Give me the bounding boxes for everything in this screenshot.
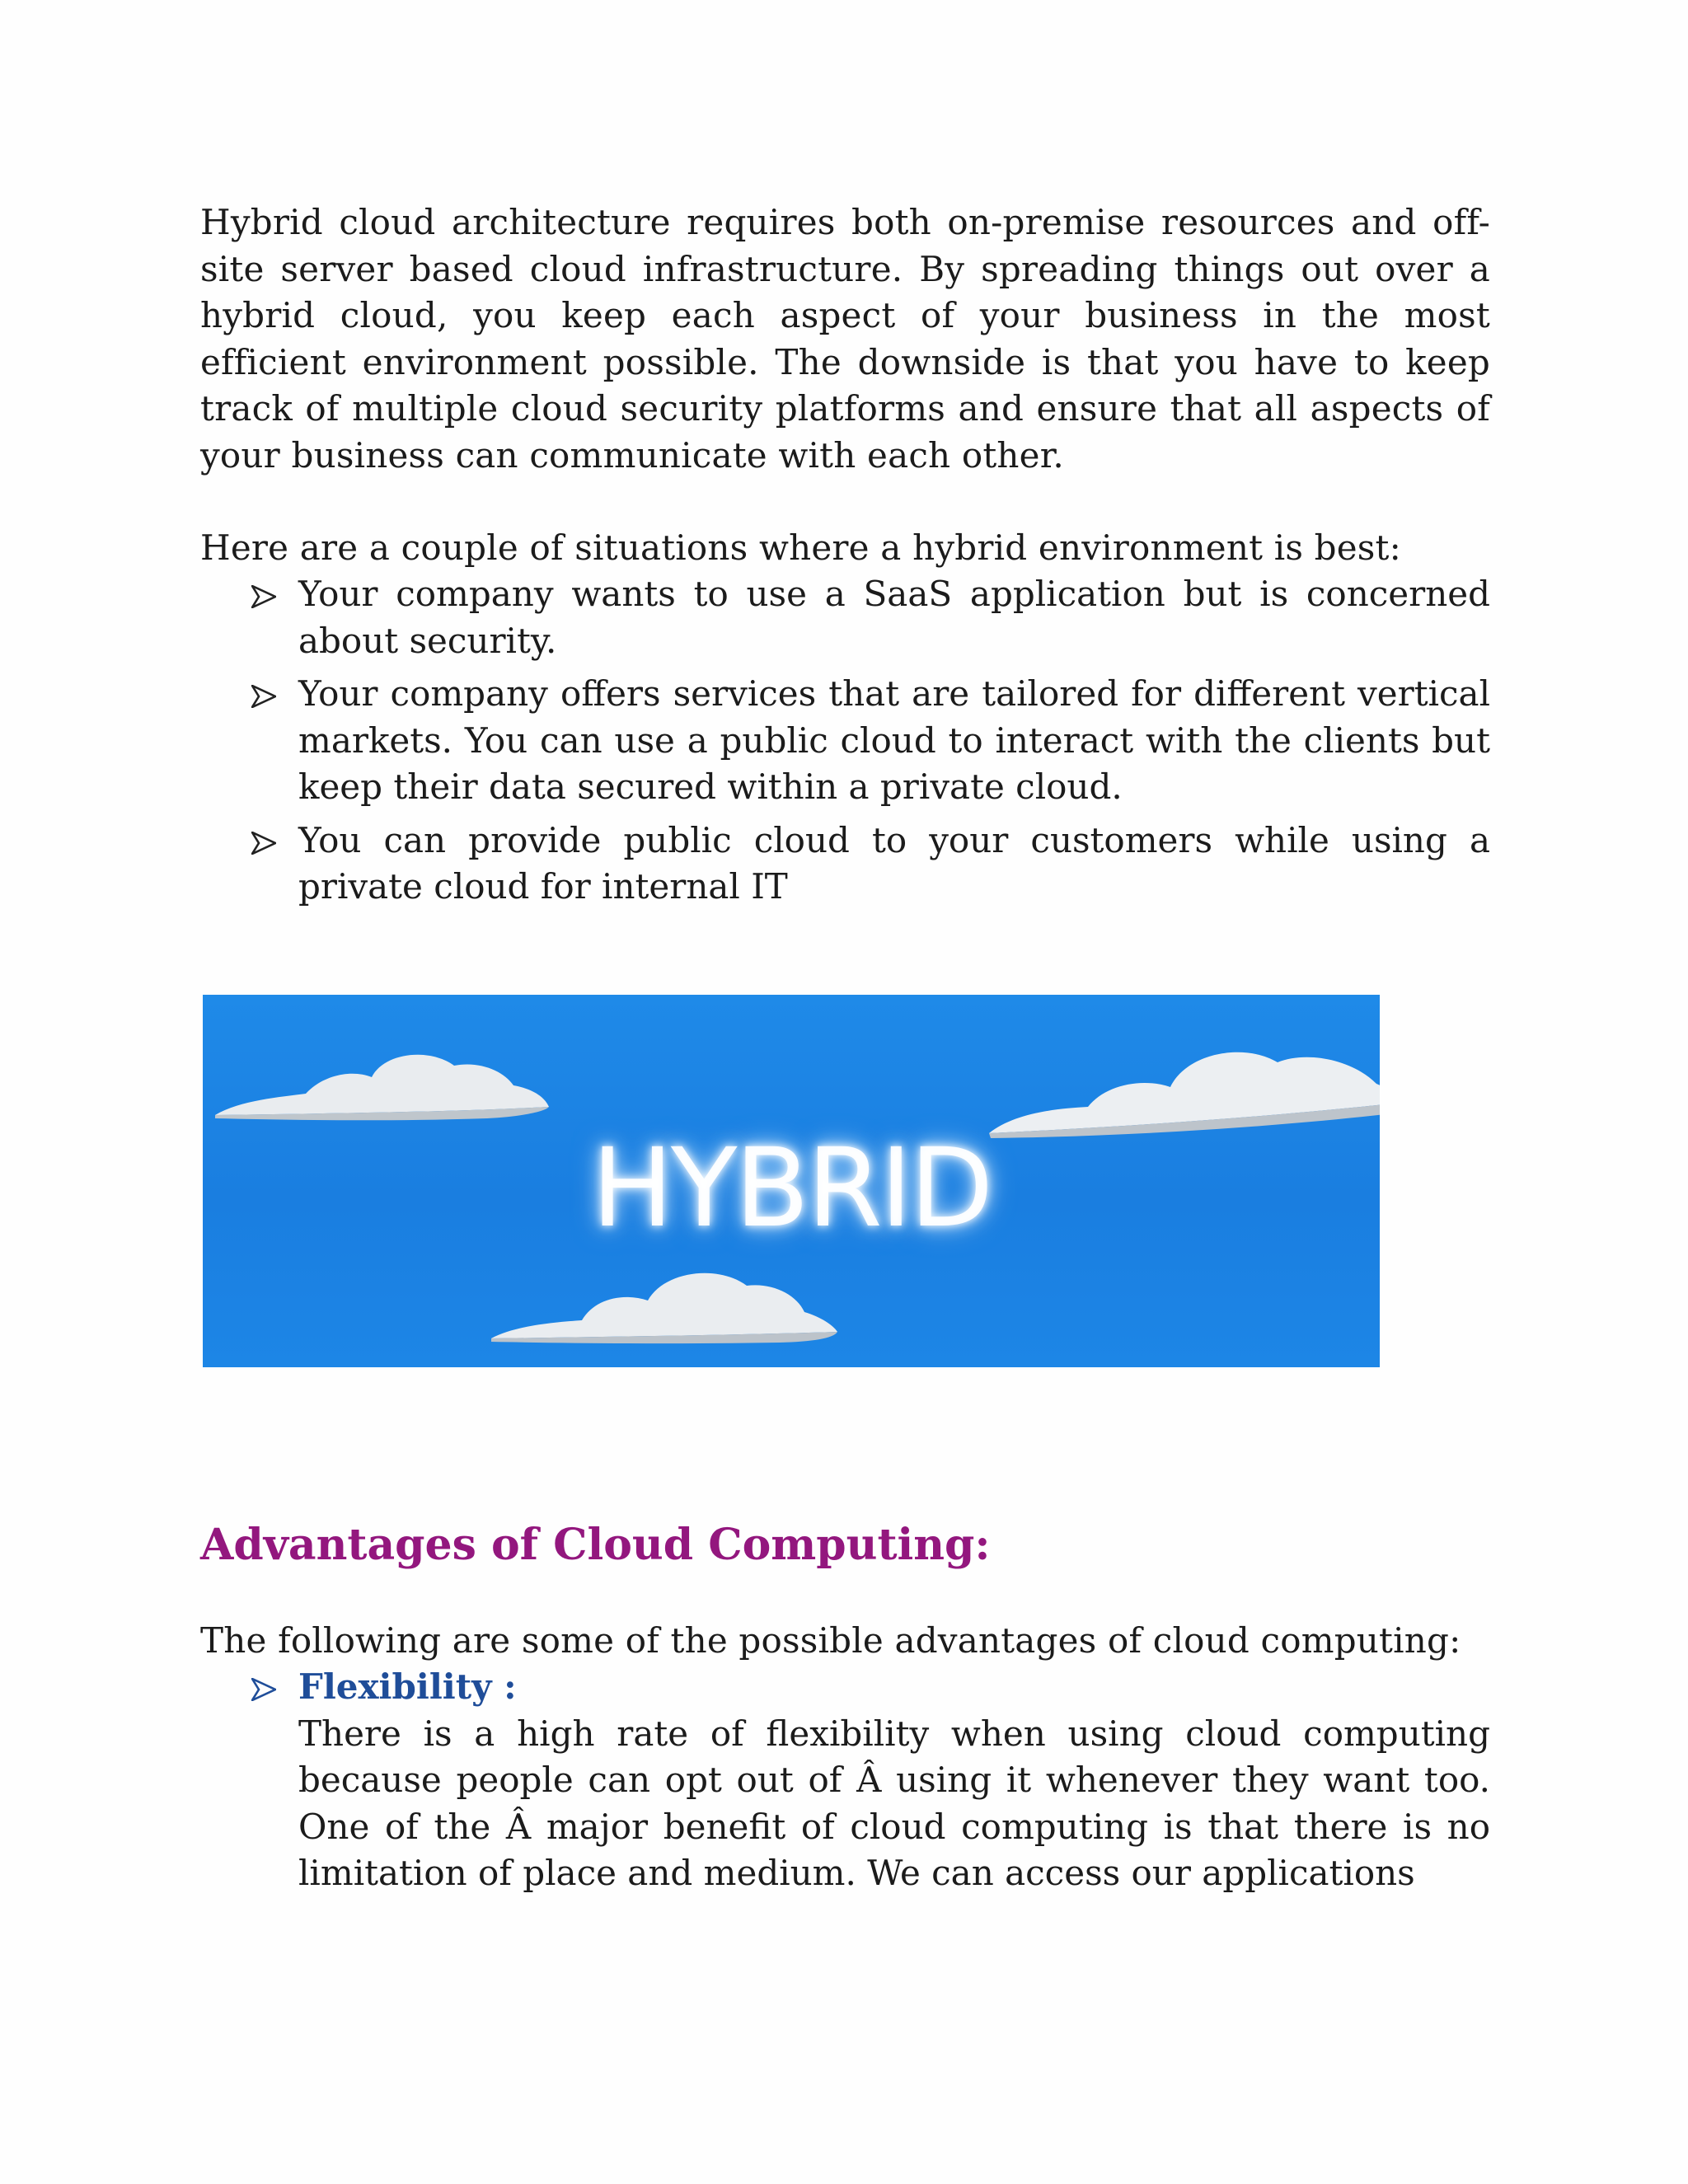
section-heading: Advantages of Cloud Computing: (200, 1520, 991, 1570)
situations-list (200, 571, 1490, 917)
situations-intro: Here are a couple of situations where a hybrid environment is best: (200, 527, 1401, 568)
list-item (200, 671, 1490, 811)
advantage-title: Flexibility : (298, 1666, 517, 1707)
arrowhead-bullet-icon (251, 585, 276, 608)
list-item (200, 818, 1490, 911)
list-item-text: You can provide public cloud to your customers while using a private cloud for internal IT (298, 819, 1490, 907)
banner-word: HYBRID (591, 1125, 992, 1252)
arrowhead-bullet-icon (251, 685, 276, 708)
advantages-list (200, 1664, 1490, 1904)
cloud-icon (483, 1246, 846, 1345)
arrowhead-bullet-icon (251, 832, 276, 855)
cloud-icon (207, 1043, 553, 1125)
list-item (200, 571, 1490, 664)
list-item-text: Your company wants to use a SaaS application but is concerned about security. (298, 574, 1490, 661)
list-item-text: Your company offers services that are tailored for different vertical markets. You can use a public cloud to interact with the clients but keep their data secured within a private cloud. (298, 673, 1490, 807)
advantages-intro: The following are some of the possible advantages of cloud computing: (200, 1620, 1461, 1661)
advantage-text: There is a high rate of flexibility when using cloud computing because people can opt out of Â using it whenever they want too. One of the Â major benefit of cloud computing is that there is no limitation of place and medium. We can access our applications (298, 1713, 1490, 1893)
hybrid-banner-image (203, 995, 1380, 1367)
list-item (200, 1664, 1490, 1897)
intro-paragraph: Hybrid cloud architecture requires both on-premise resources and off-site server based cloud infrastructure. By spreading things out over a hybrid cloud, you keep each aspect of your business in the most efficient environment possible. The downside is that you have to keep track of multiple cloud security platforms and ensure that all aspects of your business can communicate with each other. (200, 202, 1490, 476)
arrowhead-bullet-icon (251, 1678, 276, 1701)
